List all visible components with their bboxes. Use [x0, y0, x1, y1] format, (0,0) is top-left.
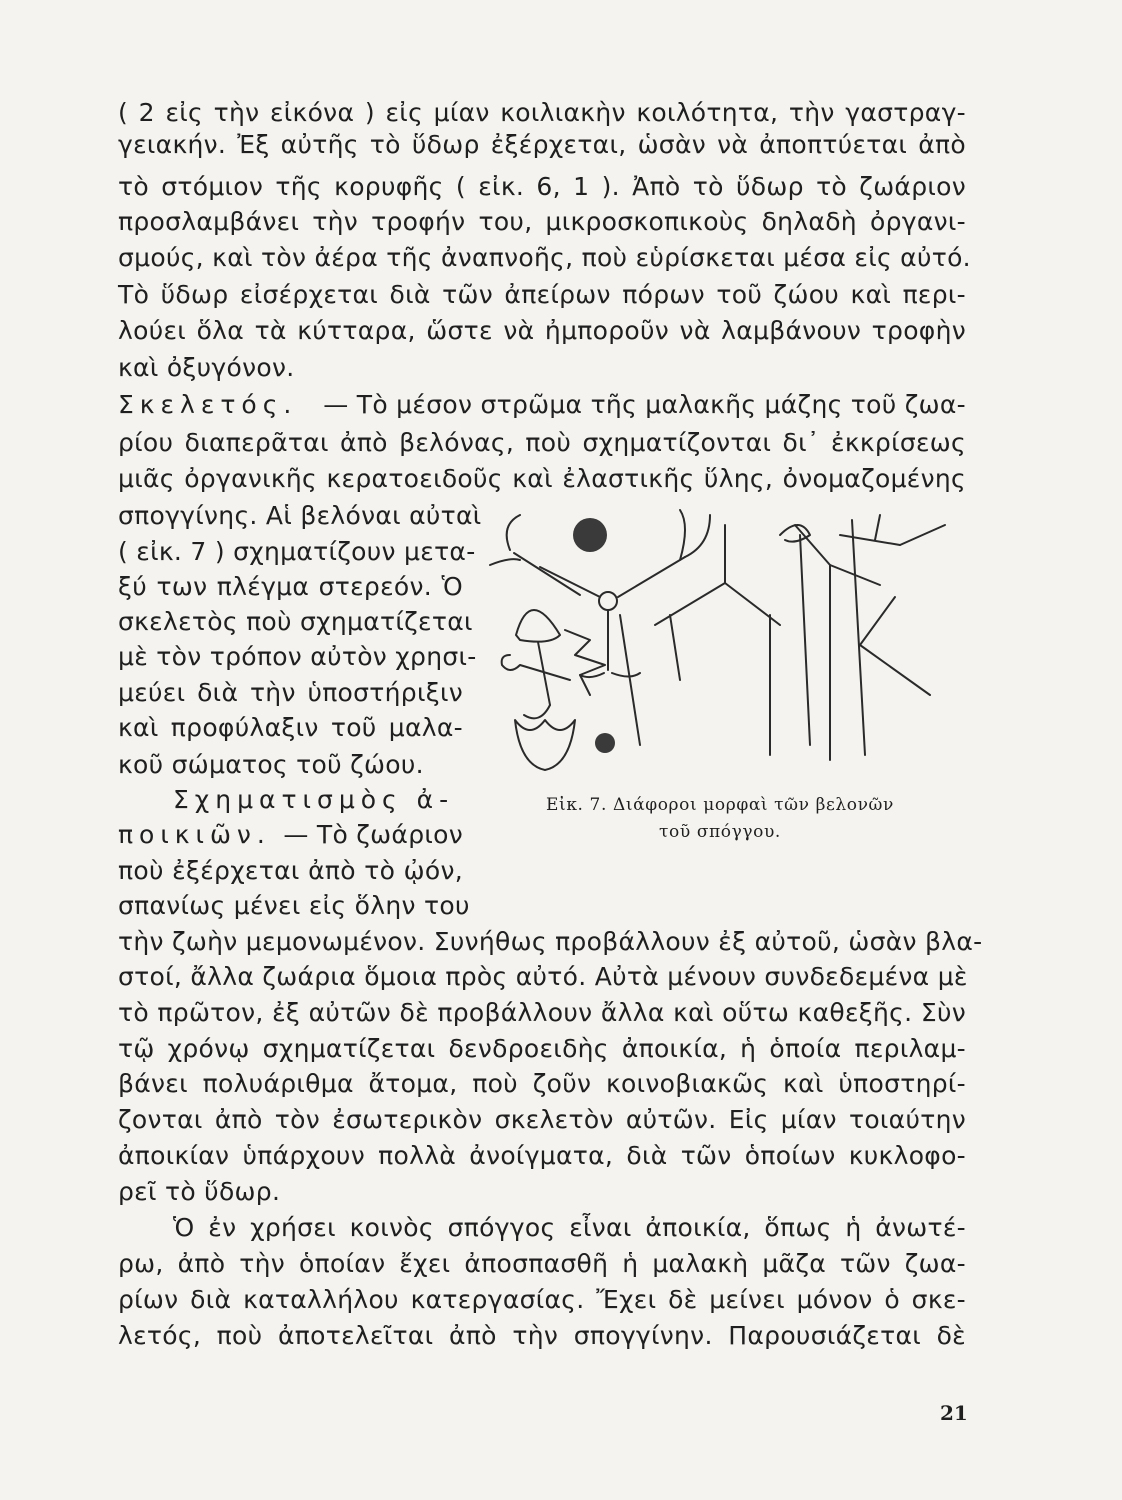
text-line: τὸ πρῶτον, ἐξ αὐτῶν δὲ προβάλλουν ἄλλα καὶ οὕτω καθεξῆς. Σὺν — [118, 998, 966, 1027]
text-line: μὲ τὸν τρόπον αὐτὸν χρησι- — [118, 642, 477, 671]
text-line: καὶ προφύλαξιν τοῦ μαλα- — [118, 713, 463, 742]
section-heading-skeleton: Σκελετός. — [118, 390, 298, 419]
text-line: καὶ ὀξυγόνον. — [118, 353, 295, 382]
text-line: βάνει πολυάριθμα ἄτομα, ποὺ ζοῦν κοινοβιακῶς καὶ ὑποστηρί- — [118, 1069, 966, 1098]
text-line: σκελετὸς ποὺ σχηματίζεται — [118, 607, 473, 636]
text-line: κοῦ σώματος τοῦ ζώου. — [118, 750, 424, 779]
text-line: τῷ χρόνῳ σχηματίζεται δενδροειδὴς ἀποικία, ἡ ὁποία περιλαμ- — [118, 1034, 966, 1063]
page-number: 21 — [940, 1401, 968, 1425]
section-heading-colony: Σχηματισμὸς ἀ- — [173, 785, 455, 814]
text-line: τὴν ζωὴν μεμονωμένον. Συνήθως προβάλλουν ἐξ αὐτοῦ, ὡσὰν βλα- — [118, 927, 983, 956]
text-line: ρω, ἀπὸ τὴν ὁποίαν ἔχει ἀποσπασθῆ ἡ μαλακὴ μᾶζα τῶν ζωα- — [118, 1249, 966, 1278]
text-line: Τὸ ὕδωρ εἰσέρχεται διὰ τῶν ἀπείρων πόρων τοῦ ζώου καὶ περι- — [118, 280, 966, 309]
section-heading-colony-cont: ποικιῶν. — [118, 820, 271, 849]
text-fragment: — Τὸ μέσον στρῶμα τῆς μαλακῆς μάζης τοῦ ζωα- — [323, 390, 966, 419]
text-line: ( 2 εἰς τὴν εἰκόνα ) εἰς μίαν κοιλιακὴν κοιλότητα, τὴν γαστραγ- — [118, 98, 966, 127]
figure-caption-continued: τοῦ σπόγγου. — [659, 822, 781, 842]
skeleton-first-line — [118, 389, 966, 421]
text-line: Ὁ ἐν χρήσει κοινὸς σπόγγος εἶναι ἀποικία, ὅπως ἡ ἀνωτέ- — [173, 1213, 966, 1242]
text-line: σπογγίνης. Αἱ βελόναι αὐταὶ — [118, 501, 482, 530]
text-line: ποὺ ἐξέρχεται ἀπὸ τὸ ᾠόν, — [118, 856, 463, 885]
text-line: ζονται ἀπὸ τὸν ἐσωτερικὸν σκελετὸν αὐτῶν. Εἰς μίαν τοιαύτην — [118, 1105, 966, 1134]
text-line: ρίων διὰ καταλλήλου κατεργασίας. Ἔχει δὲ μείνει μόνον ὁ σκε- — [118, 1285, 966, 1314]
text-line: σμούς, καὶ τὸν ἀέρα τῆς ἀναπνοῆς, ποὺ εὑρίσκεται μέσα εἰς αὐτό. — [118, 243, 971, 272]
text-line: μεύει διὰ τὴν ὑποστήριξιν — [118, 678, 463, 707]
text-fragment: — Τὸ ζωάριον — [283, 820, 463, 849]
section-heading-colony-1 — [118, 784, 463, 816]
text-line: λετός, ποὺ ἀποτελεῖται ἀπὸ τὴν σπογγίνην. Παρουσιάζεται δὲ — [118, 1321, 966, 1350]
text-line: προσλαμβάνει τὴν τροφήν του, μικροσκοπικοὺς δηλαδὴ ὀργανι- — [118, 207, 966, 236]
text-line: λούει ὅλα τὰ κύτταρα, ὥστε νὰ ἠμποροῦν νὰ λαμβάνουν τροφὴν — [118, 316, 966, 345]
sponge-spicules-illustration — [480, 505, 948, 785]
text-line: ἀποικίαν ὑπάρχουν πολλὰ ἀνοίγματα, διὰ τῶν ὁποίων κυκλοφο- — [118, 1141, 966, 1170]
text-line: γειακήν. Ἐξ αὐτῆς τὸ ὕδωρ ἐξέρχεται, ὡσὰν νὰ ἀποπτύεται ἀπὸ — [118, 130, 966, 159]
text-line: στοί, ἄλλα ζωάρια ὅμοια πρὸς αὐτό. Αὐτὰ μένουν συνδεδεμένα μὲ — [118, 962, 968, 991]
text-line: σπανίως μένει εἰς ὅλην του — [118, 891, 470, 920]
figure-caption: Εἰκ. 7. Διάφοροι μορφαὶ τῶν βελονῶν — [546, 795, 894, 815]
text-line: ρίου διαπερᾶται ἀπὸ βελόνας, ποὺ σχηματίζονται δι᾽ ἐκκρίσεως — [118, 428, 966, 457]
text-line: τὸ στόμιον τῆς κορυφῆς ( εἰκ. 6, 1 ). Ἀπὸ τὸ ὕδωρ τὸ ζωάριον — [118, 172, 966, 201]
colony-heading-line — [118, 819, 463, 851]
text-line: ( εἰκ. 7 ) σχηματίζουν μετα- — [118, 537, 476, 566]
text-line: μιᾶς ὀργανικῆς κερατοειδοῦς καὶ ἐλαστικῆς ὕλης, ὀνομαζομένης — [118, 464, 966, 493]
text-line: ξύ των πλέγμα στερεόν. Ὁ — [118, 572, 463, 601]
text-line: ρεῖ τὸ ὕδωρ. — [118, 1177, 281, 1206]
